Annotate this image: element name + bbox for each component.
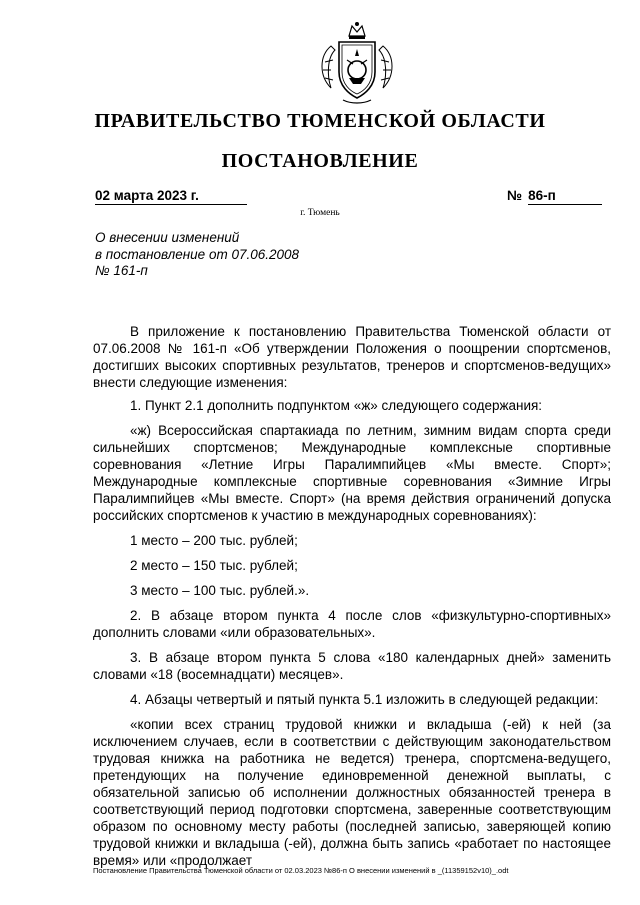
body-paragraph: В приложение к постановлению Правительства Тюменской области от 07.06.2008 № 161-п «Об утверждении Положения о поощрении спортсменов, достигших высоких спортивных результатов, тренеров и спортсменов-ведущих» внести следующие изменения: [93,324,611,390]
body-paragraph: 3. В абзаце втором пункта 5 слова «180 календарных дней» заменить словами «18 (восемнадцати) месяцев». [93,650,611,682]
body-paragraph: «копии всех страниц трудовой книжки и вкладыша (-ей) к ней (за исключением случаев, если в соответствии с действующим законодательством трудовая книжка на работника не ведется) тренера, спортсмена-ведущего, претендующих на получение единовременной денежной выплаты, с обязательной записью об исполнении должностных обязанностей тренера в соответствующий период подготовки спортсмена, заверенные соответствующим образом по основному месту работы (последней записью, заверяющей копию трудовой книжки и вкладыша (-ей), должна быть запись «работает по настоящее время» или «продолжает [93,717,611,868]
decree-body [93,323,611,869]
body-paragraph: «ж) Всероссийская спартакиада по летним, зимним видам спорта среди сильнейших спортсменов; Международные комплексные спортивные соревнования «Летние Игры Паралимпийцев «Мы вместе. Спорт»; Международные комплексные спортивные соревнования «Зимние Игры Паралимпийцев «Мы вместе. Спорт» (на время действия ограничений допуска российских спортсменов к участию в международных соревнованиях): [93,423,611,523]
body-paragraph: 2. В абзаце втором пункта 4 после слов «физкультурно-спортивных» дополнить словами «или образовательных». [93,608,611,640]
government-title: ПРАВИТЕЛЬСТВО ТЮМЕНСКОЙ ОБЛАСТИ [94,110,546,132]
decree-subject [95,230,299,280]
body-paragraph: 2 место – 150 тыс. рублей; [130,558,298,573]
subject-line: О внесении изменений [95,230,240,245]
subject-line: в постановление от 07.06.2008 [95,246,300,262]
document-footer: Постановление Правительства Тюменской области от 02.03.2023 №86-п О внесении изменений в _(11359152v10)_.odt [93,866,509,875]
subject-line: № 161-п [95,263,148,278]
decree-date: 02 марта 2023 г. [95,187,247,205]
decree-number-block [507,187,602,205]
city-label: г. Тюмень [300,208,340,218]
document-type-title: ПОСТАНОВЛЕНИЕ [221,150,419,172]
body-paragraph: 3 место – 100 тыс. рублей.». [130,583,310,598]
tyumen-coat-of-arms-emblem [309,16,405,108]
body-paragraph: 1. Пункт 2.1 дополнить подпунктом «ж» следующего содержания: [130,398,543,413]
body-paragraph: 1 место – 200 тыс. рублей; [130,533,298,548]
body-paragraph: 4. Абзацы четвертый и пятый пункта 5.1 изложить в следующей редакции: [130,692,599,707]
number-sign: № [507,188,523,203]
decree-number: 86-п [528,187,602,205]
